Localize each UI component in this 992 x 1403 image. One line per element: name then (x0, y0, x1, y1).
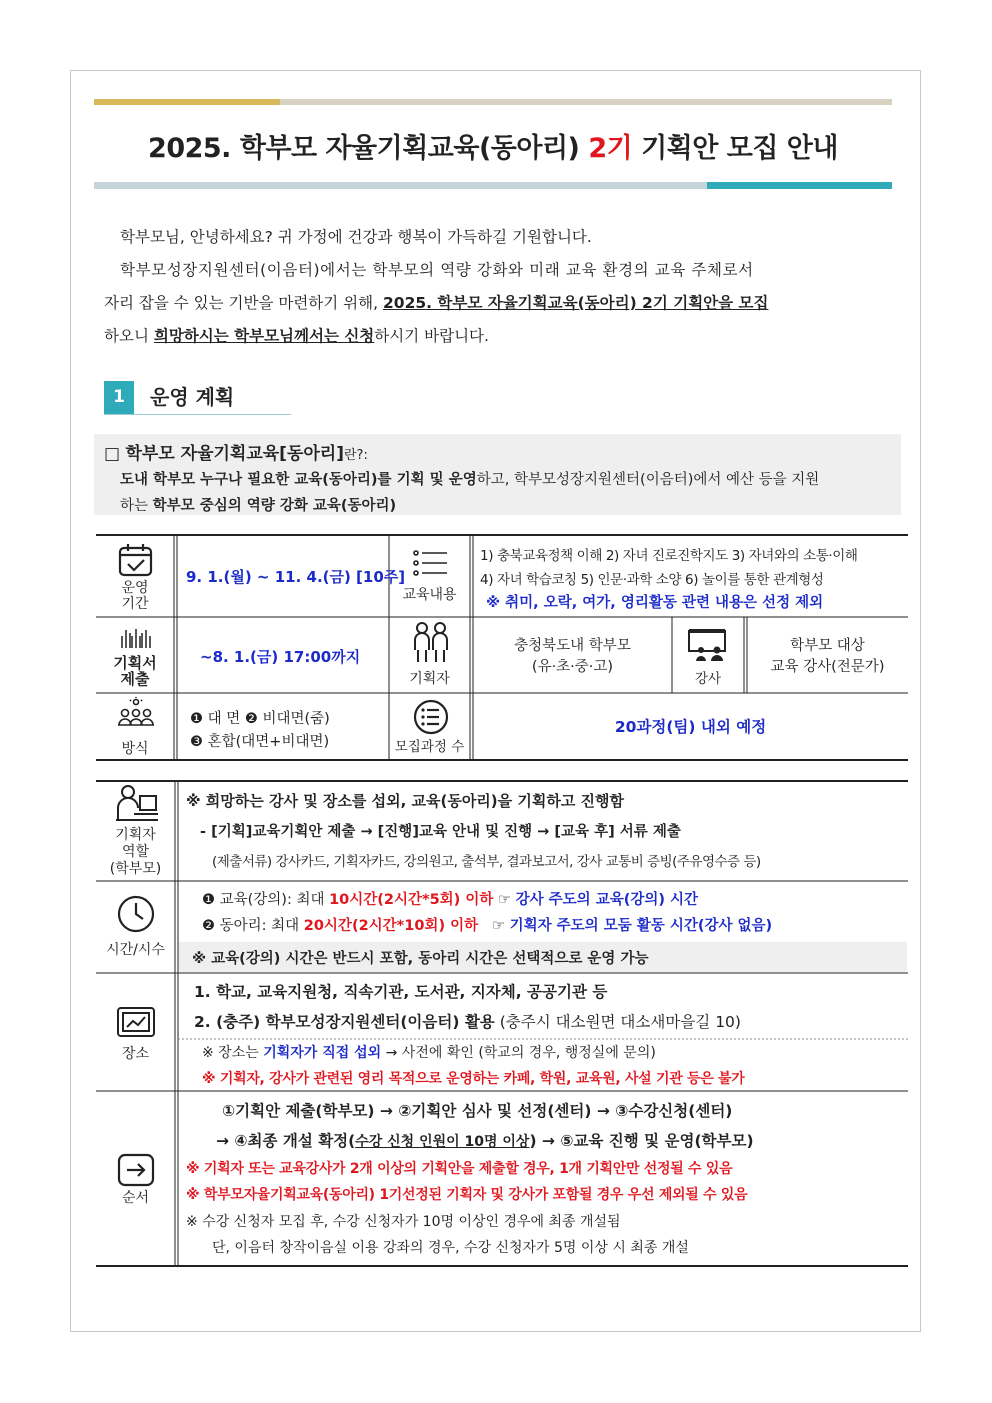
people-icon (411, 620, 451, 664)
list-circle-icon (413, 699, 449, 735)
order-note-2: ※ 학부모자율기획교육(동아리) 1기선정된 기획자 및 강사가 포함될 경우 우선 제외될 수 있음 (186, 1187, 748, 1203)
role-head: ※ 희망하는 강사 및 장소를 섭외, 교육(동아리)을 기획하고 진행함 (186, 792, 625, 810)
role-docs: (제출서류) 강사카드, 기획자카드, 강의원고, 출석부, 결과보고서, 강사 교통비 증빙(주유영수증 등) (212, 854, 761, 870)
definition-heading: □ 학부모 자율기획교육[동아리]란?: (104, 444, 368, 464)
arrow-right-box-icon (117, 1153, 155, 1187)
time-note: ※ 교육(강의) 시간은 반드시 포함, 동아리 시간은 선택적으로 운영 가능 (192, 951, 649, 967)
intro-line-2: 학부모성장지원센터(이음터)에서는 학부모의 역량 강화와 미래 교육 환경의 교육 주체로서 (120, 261, 754, 279)
role-flow: - [기획]교육기획안 제출 → [진행]교육 안내 및 진행 → [교육 후] 서류 제출 (200, 824, 681, 840)
monitor-chart-icon (116, 1006, 156, 1040)
person-at-desk-icon (114, 784, 160, 824)
time-line-1: ❶ 교육(강의): 최대 10시간(2시간*5회) 이하 ☞ 강사 주도의 교육(강의) 시간 (202, 892, 699, 908)
period-label: 운영 기간 (121, 580, 149, 612)
period-value: 9. 1.(월) ~ 11. 4.(금) [10주] (186, 568, 406, 586)
content-line-2: 4) 자녀 학습코칭 5) 인문·과학 소양 6) 놀이를 통한 관계형성 (480, 572, 824, 588)
order-line-1: ①기획안 제출(학부모) → ②기획안 심사 및 선정(센터) → ③수강신청(센터) (222, 1102, 733, 1120)
place-note-1: ※ 장소는 기획자가 직접 섭외 → 사전에 확인 (학교의 경우, 행정실에 문의) (202, 1045, 656, 1061)
place-note-2: ※ 기획자, 강사가 관련된 영리 목적으로 운영하는 카페, 학원, 교육원, 사설 기관 등은 불가 (202, 1071, 745, 1087)
section-number: 1 (104, 381, 134, 414)
intro-line-1: 학부모님, 안녕하세요? 귀 가정에 건강과 행복이 가득하길 기원합니다. (120, 228, 592, 246)
planner-value: 충청북도내 학부모 (유·초·중·고) (514, 638, 631, 675)
planner-label: 기획자 (409, 671, 450, 687)
role-label: 기획자 역할 (학부모) (109, 827, 162, 877)
group-idea-icon (117, 697, 155, 733)
order-note-1: ※ 기획자 또는 교육강사가 2개 이상의 기획안을 제출할 경우, 1개 기획안만 선정될 수 있음 (186, 1161, 733, 1177)
content-label: 교육내용 (402, 587, 457, 603)
presentation-board-icon (687, 628, 731, 662)
place-line-1: 1. 학교, 교육지원청, 직속기관, 도서관, 지자체, 공공기관 등 (194, 983, 608, 1001)
section-title: 운영 계획 (150, 385, 235, 409)
page-title: 2025. 학부모 자율기획교육(동아리) 2기 기획안 모집 안내 (148, 133, 838, 164)
raised-hands-icon (118, 624, 154, 650)
intro-line-3: 자리 잡을 수 있는 기반을 마련하기 위해, 2025. 학부모 자율기획교육(동아리) 2기 기획안을 모집 (104, 294, 769, 312)
order-note-4: 단, 이음터 창작이음실 이용 강좌의 경우, 수강 신청자가 5명 이상 시 최종 개설 (212, 1240, 689, 1256)
method-line-1: ❶ 대 면 ❷ 비대면(줌) (190, 711, 330, 727)
submit-label: 기획서 제출 (113, 654, 157, 688)
place-label: 장소 (121, 1046, 150, 1062)
order-label: 순서 (121, 1190, 150, 1206)
method-label: 방식 (121, 741, 149, 757)
teacher-value: 학부모 대상 교육 강사(전문가) (770, 638, 885, 675)
content-line-1: 1) 충북교육정책 이해 2) 자녀 진로진학지도 3) 자녀와의 소통·이해 (480, 548, 858, 564)
intro-line-4: 하오니 희망하시는 학부모님께서는 신청하시기 바랍니다. (104, 327, 489, 345)
time-label: 시간/시수 (106, 942, 165, 958)
order-note-3: ※ 수강 신청자 모집 후, 수강 신청자가 10명 이상인 경우에 최종 개설됨 (186, 1214, 621, 1230)
time-line-2: ❷ 동아리: 최대 20시간(2시간*10회) 이하 ☞ 기획자 주도의 모둠 활동 시간(강사 없음) (202, 918, 773, 934)
order-line-2: → ④최종 개설 확정(수강 신청 인원이 10명 이상) → ⑤교육 진행 및 운영(학부모) (216, 1132, 754, 1150)
place-line-2: 2. (충주) 학부모성장지원센터(이음터) 활용 (충주시 대소원면 대소새마을길 10) (194, 1013, 741, 1031)
calendar-check-icon (117, 541, 155, 579)
clock-icon (116, 894, 156, 934)
count-label: 모집과정 수 (394, 739, 465, 755)
count-value: 20과정(팀) 내외 예정 (614, 718, 767, 736)
teacher-label: 강사 (694, 671, 722, 687)
content-note: ※ 취미, 오락, 여가, 영리활동 관련 내용은 선정 제외 (486, 595, 824, 611)
list-icon (411, 548, 451, 580)
submit-value: ~8. 1.(금) 17:00까지 (200, 648, 361, 666)
definition-line-1: 도내 학부모 누구나 필요한 교육(동아리)를 기획 및 운영하고, 학부모성장지원센터(이음터)에서 예산 등을 지원 (120, 472, 820, 488)
method-line-2: ❸ 혼합(대면+비대면) (190, 734, 330, 750)
definition-line-2: 하는 학부모 중심의 역량 강화 교육(동아리) (120, 498, 397, 514)
